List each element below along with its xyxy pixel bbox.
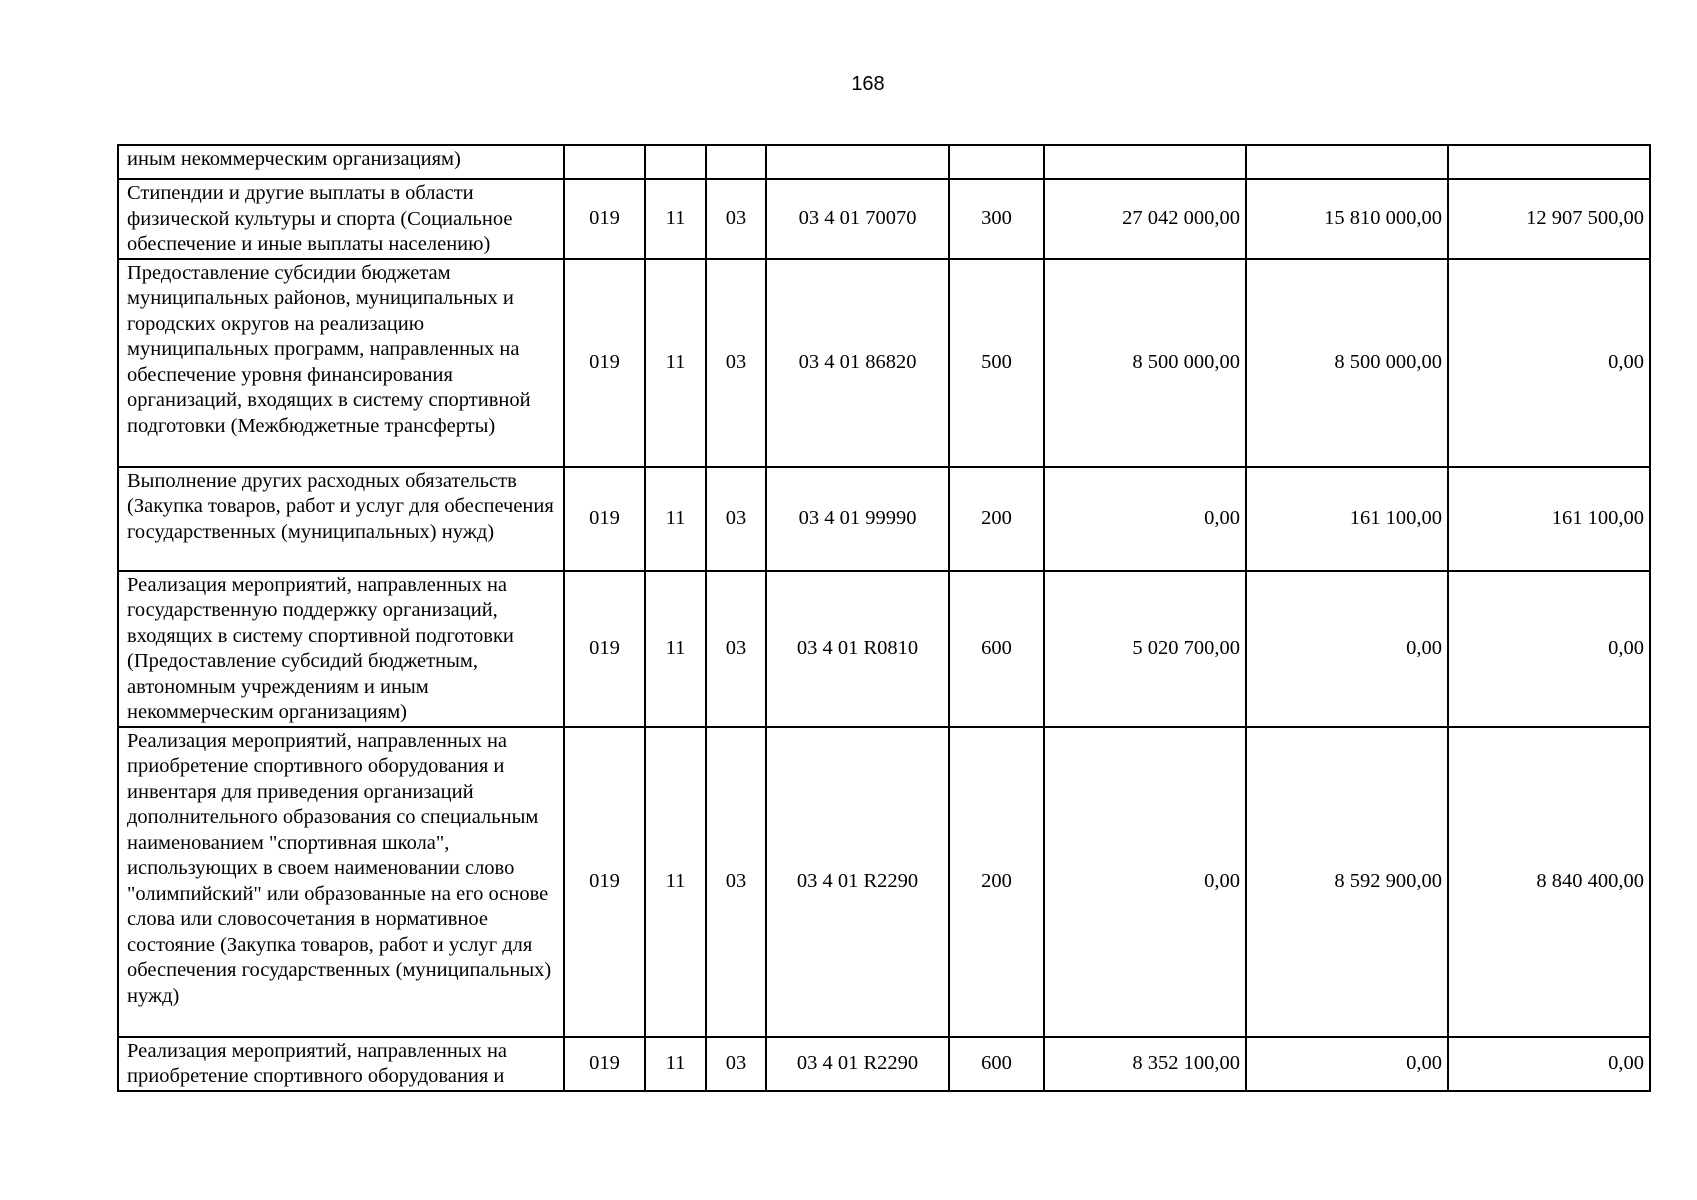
grbs-code: 019: [564, 179, 645, 259]
table-row: [118, 571, 1650, 727]
amount-year-3: 161 100,00: [1448, 467, 1650, 571]
page-number: 168: [851, 73, 885, 95]
section-code: [645, 145, 706, 179]
subsection-code: [706, 145, 766, 179]
row-description: Предоставление субсидии бюджетам муниципальных районов, муниципальных и городских округов на реализацию муниципальных программ, направленных на обеспечение уровня финансирования организаций, входящих в систему спортивной подготовки (Межбюджетные трансферты): [118, 259, 564, 467]
budget-table: [117, 144, 1651, 1092]
table-row: [118, 1037, 1650, 1091]
amount-year-3: 0,00: [1448, 571, 1650, 727]
expense-type-code: 500: [949, 259, 1044, 467]
amount-year-2: 0,00: [1246, 1037, 1448, 1091]
grbs-code: [564, 145, 645, 179]
target-article-code: 03 4 01 R0810: [766, 571, 949, 727]
row-description: Реализация мероприятий, направленных на приобретение спортивного оборудования и инвентаря для приведения организаций дополнительного образования со специальным наименованием "спортивная школа", использующих в своем наименовании слово "олимпийский" или образованные на его основе слова или словосочетания в нормативное состояние (Закупка товаров, работ и услуг для обеспечения государственных (муниципальных) нужд): [118, 727, 564, 1037]
table-row: [118, 727, 1650, 1037]
section-code: 11: [645, 727, 706, 1037]
amount-year-1: 8 500 000,00: [1044, 259, 1246, 467]
grbs-code: 019: [564, 571, 645, 727]
section-code: 11: [645, 1037, 706, 1091]
amount-year-2: 0,00: [1246, 571, 1448, 727]
amount-year-1: 0,00: [1044, 727, 1246, 1037]
expense-type-code: 200: [949, 727, 1044, 1037]
amount-year-1: 27 042 000,00: [1044, 179, 1246, 259]
amount-year-2: 15 810 000,00: [1246, 179, 1448, 259]
table-row: [118, 467, 1650, 571]
table-row: [118, 259, 1650, 467]
section-code: 11: [645, 467, 706, 571]
amount-year-2: 8 592 900,00: [1246, 727, 1448, 1037]
row-description: Выполнение других расходных обязательств (Закупка товаров, работ и услуг для обеспечения государственных (муниципальных) нужд): [118, 467, 564, 571]
row-description: иным некоммерческим организациям): [118, 145, 564, 179]
target-article-code: 03 4 01 R2290: [766, 1037, 949, 1091]
subsection-code: 03: [706, 467, 766, 571]
expense-type-code: 600: [949, 1037, 1044, 1091]
row-description: Реализация мероприятий, направленных на государственную поддержку организаций, входящих в систему спортивной подготовки (Предоставление субсидий бюджетным, автономным учреждениям и иным некоммерческим организациям): [118, 571, 564, 727]
expense-type-code: 300: [949, 179, 1044, 259]
row-description: Реализация мероприятий, направленных на приобретение спортивного оборудования и: [118, 1037, 564, 1091]
amount-year-1: [1044, 145, 1246, 179]
section-code: 11: [645, 179, 706, 259]
grbs-code: 019: [564, 467, 645, 571]
amount-year-3: [1448, 145, 1650, 179]
amount-year-1: 5 020 700,00: [1044, 571, 1246, 727]
grbs-code: 019: [564, 1037, 645, 1091]
target-article-code: 03 4 01 R2290: [766, 727, 949, 1037]
amount-year-1: 0,00: [1044, 467, 1246, 571]
table-row: [118, 145, 1650, 179]
subsection-code: 03: [706, 727, 766, 1037]
subsection-code: 03: [706, 571, 766, 727]
section-code: 11: [645, 571, 706, 727]
table-row: [118, 179, 1650, 259]
expense-type-code: 200: [949, 467, 1044, 571]
amount-year-2: 8 500 000,00: [1246, 259, 1448, 467]
amount-year-3: 12 907 500,00: [1448, 179, 1650, 259]
target-article-code: 03 4 01 86820: [766, 259, 949, 467]
amount-year-3: 8 840 400,00: [1448, 727, 1650, 1037]
section-code: 11: [645, 259, 706, 467]
row-description: Стипендии и другие выплаты в области физической культуры и спорта (Социальное обеспечение и иные выплаты населению): [118, 179, 564, 259]
target-article-code: 03 4 01 99990: [766, 467, 949, 571]
expense-type-code: 600: [949, 571, 1044, 727]
subsection-code: 03: [706, 1037, 766, 1091]
amount-year-2: [1246, 145, 1448, 179]
grbs-code: 019: [564, 259, 645, 467]
amount-year-1: 8 352 100,00: [1044, 1037, 1246, 1091]
target-article-code: 03 4 01 70070: [766, 179, 949, 259]
grbs-code: 019: [564, 727, 645, 1037]
target-article-code: [766, 145, 949, 179]
expense-type-code: [949, 145, 1044, 179]
amount-year-3: 0,00: [1448, 1037, 1650, 1091]
subsection-code: 03: [706, 179, 766, 259]
subsection-code: 03: [706, 259, 766, 467]
amount-year-3: 0,00: [1448, 259, 1650, 467]
amount-year-2: 161 100,00: [1246, 467, 1448, 571]
